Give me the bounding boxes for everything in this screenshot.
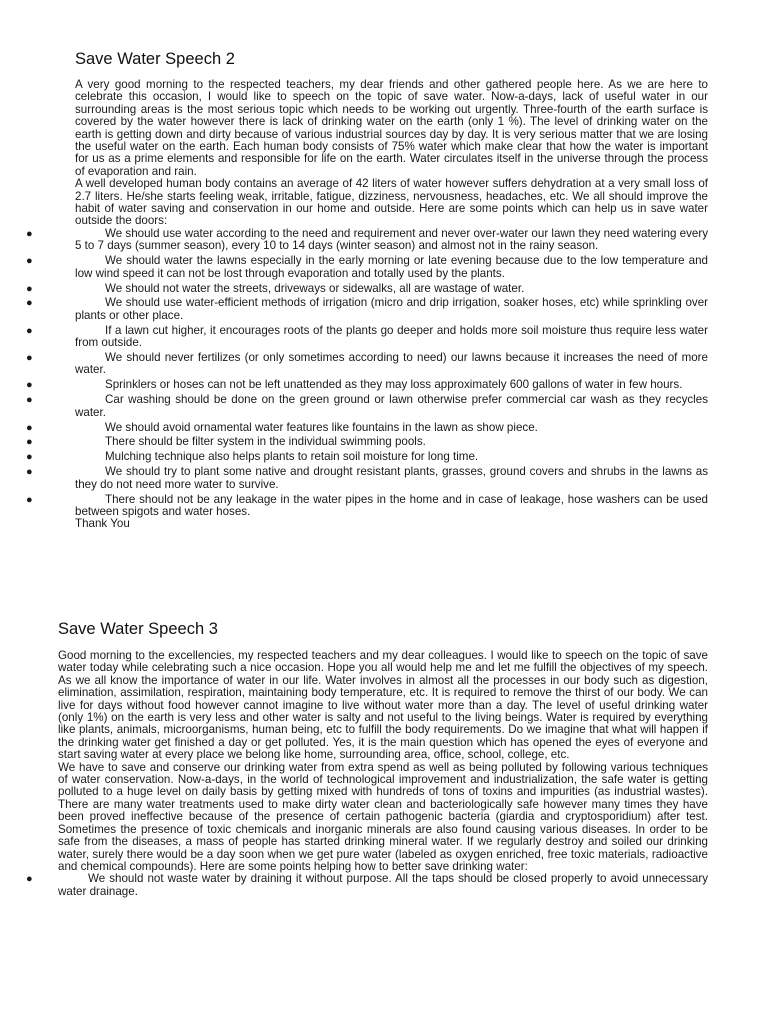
list-item: ● Car washing should be done on the green ground or lawn otherwise prefer commercial car wash as they recycles water.	[26, 393, 708, 419]
bullet-icon: ●	[26, 873, 33, 886]
bullet-icon: ●	[26, 255, 33, 268]
list-item: ● We should not waste water by draining it without purpose. All the taps should be closed properly to avoid unnecessary water drainage.	[26, 872, 708, 898]
bullet-icon: ●	[26, 282, 33, 295]
speech-3-bullet-list	[26, 872, 708, 898]
bullet-icon: ●	[26, 436, 33, 449]
speech-3-paragraph: Good morning to the excellencies, my respected teachers and my dear colleagues. I would like to speech on the topic of save water today while celebrating such a nice occasion. Hope you all would help me and let me fulfill the objectives of my speech. As we all know the importance of water in our life. Water involves in almost all the processes in our body such as digestion, elimination, assimilation, respiration, maintaining body temperature, etc. It is required to remove the thirst of our body. We can live for days without food however cannot imagine to live without water more than a day. The level of useful drinking water (only 1%) on the earth is very less and other water is salty and not useful to the living beings. Water is required by everything like plants, animals, microorganisms, human being, etc to fulfill the body requirements. Do we imagine that what will happen if the drinking water get finished a day or get polluted. Yes, it is the main question which has opened the eyes of everyone and start saving water at every place we belong like home, surrounding area, office, school, college, etc.	[58, 649, 708, 762]
bullet-icon: ●	[26, 493, 33, 506]
speech-3-paragraph: We have to save and conserve our drinking water from extra spend as well as being polluted by following various techniques of water conservation. Now-a-days, in the world of technological improvement and industrialization, the safe water is getting polluted to a huge level on daily basis by getting mixed with hundreds of tons of toxins and impurities (as industrial wastes). There are many water treatments used to make dirty water clean and bacteriologically safe however many times they have been proved ineffective because of the presence of certain pathogenic bacteria (giardia and cryptosporidium) after test. Sometimes the presence of toxic chemicals and inorganic minerals are also found causing various diseases. In order to be safe from the diseases, a mass of people has started drinking mineral water. If we regularly destroy and soiled our drinking water, surely there would be a day soon when we get pure water (labeled as oxygen enriched, free toxic materials, radioactive and chemical compounds). Here are some points helping how to better save drinking water:	[58, 760, 708, 873]
speech-2-bullet-list	[26, 226, 709, 519]
list-item: ● We should water the lawns especially in the early morning or late evening because due to the low temperature and low wind speed it can not be lost through evaporation and totally used by the plants.	[26, 254, 708, 280]
list-item: ● Mulching technique also helps plants to retain soil moisture for long time.	[26, 450, 479, 464]
list-item: ● We should avoid ornamental water features like fountains in the lawn as show piece.	[26, 420, 538, 434]
bullet-icon: ●	[26, 379, 33, 392]
speech-3-body	[26, 649, 708, 901]
speech-2-title: Save Water Speech 2	[75, 50, 235, 68]
bullet-icon: ●	[26, 227, 33, 240]
list-item: ● We should use water according to the need and requirement and never over-water our lawn they need watering every 5 to 7 days (summer season), every 10 to 14 days (winter season) and almost not in the rainy season.	[26, 226, 709, 253]
list-item: ● We should never fertilizes (or only sometimes according to need) our lawns because it increases the need of more water.	[26, 351, 708, 377]
list-item: ● Sprinklers or hoses can not be left unattended as they may loss approximately 600 gallons of water in few hours.	[26, 378, 683, 392]
speech-2-paragraph: A very good morning to the respected teachers, my dear friends and other gathered people here. As we are here to celebrate this occasion, I would like to speech on the topic of save water. Now-a-days, lack of useful water in our surrounding areas is the most serious topic which needs to be working out urgently. Three-fourth of the earth surface is covered by the water however there is lack of drinking water on the earth (only 1 %). The level of drinking water on the earth is getting down and dirty because of various industrial sources day by day. It is very serious matter that we are losing the useful water on the earth. Each human body consists of 75% water which make clear that how the water is important for us as a prime elements and responsible for life on the earth. Water circulates itself in the universe through the process of evaporation and rain.	[75, 78, 708, 178]
bullet-icon: ●	[26, 297, 33, 310]
list-item: ● We should not water the streets, driveways or sidewalks, all are wastage of water.	[26, 281, 525, 295]
list-item: ● There should not be any leakage in the water pipes in the home and in case of leakage, hose washers can be used between spigots and water hoses.	[26, 492, 708, 518]
speech-2-body	[26, 78, 709, 531]
bullet-icon: ●	[26, 324, 33, 337]
speech-2-closing: Thank You	[75, 517, 130, 531]
bullet-icon: ●	[26, 352, 33, 365]
list-item: ● We should use water-efficient methods of irrigation (micro and drip irrigation, soaker hoses, etc) while sprinkling over plants or other place.	[26, 296, 708, 322]
bullet-icon: ●	[26, 394, 33, 407]
list-item: ● We should try to plant some native and drought resistant plants, grasses, ground covers and shrubs in the lawns as they do not need more water to survive.	[26, 465, 708, 491]
bullet-icon: ●	[26, 421, 33, 434]
speech-3-title: Save Water Speech 3	[58, 620, 218, 638]
list-item: ● There should be filter system in the individual swimming pools.	[26, 435, 426, 449]
bullet-icon: ●	[26, 451, 33, 464]
bullet-icon: ●	[26, 466, 33, 479]
speech-2-paragraph: A well developed human body contains an average of 42 liters of water however suffers dehydration at a very small loss of 2.7 liters. He/she starts feeling weak, irritable, fatigue, dizziness, nervousness, headaches, etc. We all should improve the habit of water saving and conservation in our home and outside. Here are some points which can help us in save water outside the doors:	[75, 177, 708, 228]
list-item: ● If a lawn cut higher, it encourages roots of the plants go deeper and holds more soil moisture thus require less water from outside.	[26, 323, 708, 350]
